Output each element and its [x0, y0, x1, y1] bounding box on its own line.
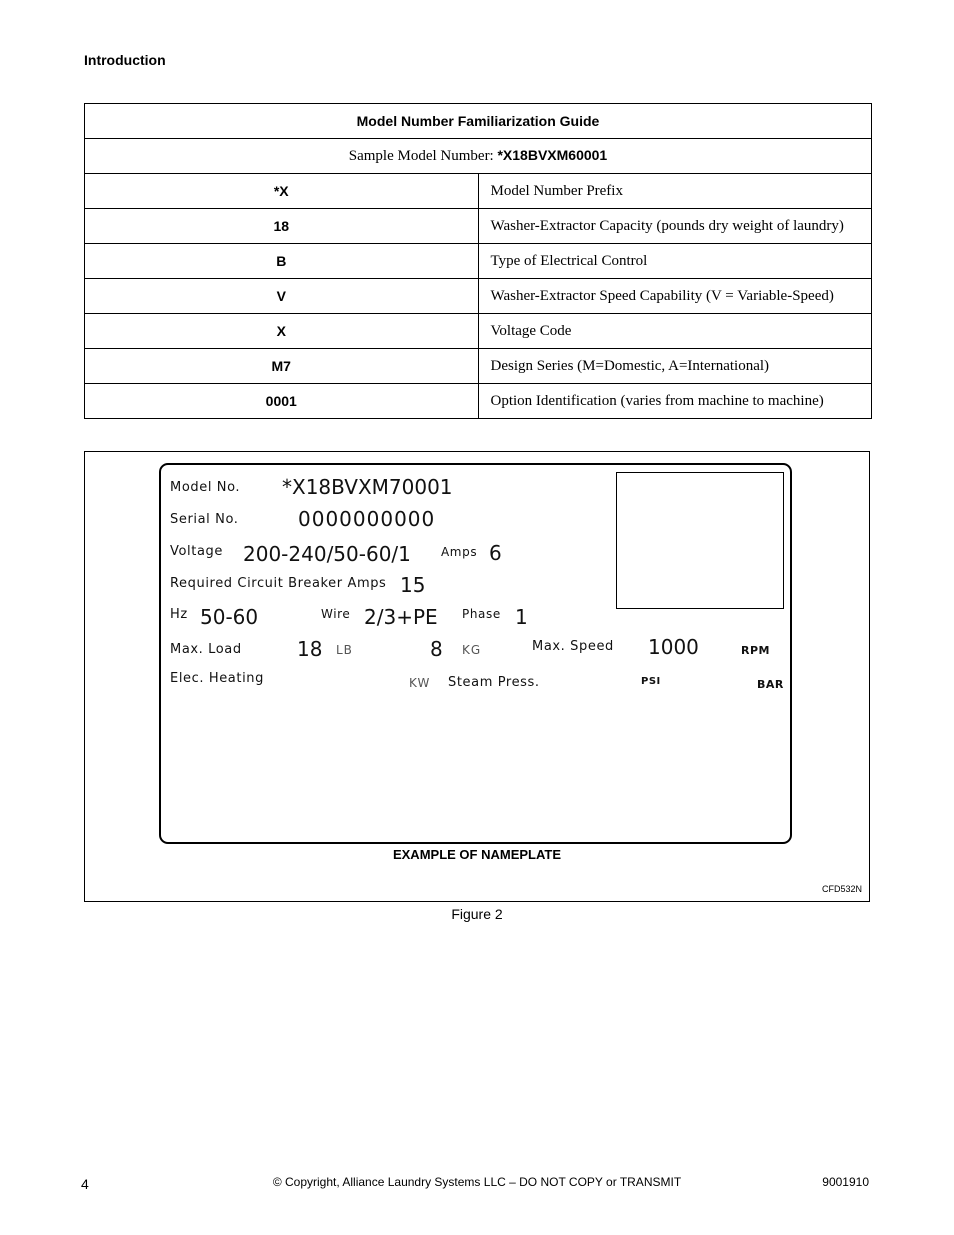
rpm-unit: RPM	[741, 644, 770, 657]
lb-unit: LB	[336, 643, 353, 657]
model-code-description: Type of Electrical Control	[478, 244, 872, 279]
table-row	[85, 209, 872, 244]
document-number: 9001910	[822, 1175, 869, 1189]
hz-label: Hz	[170, 607, 188, 622]
max-load-label: Max. Load	[170, 642, 242, 657]
model-code: M7	[85, 349, 479, 384]
sample-label: Sample Model Number:	[348, 148, 494, 164]
wire-label: Wire	[321, 607, 351, 621]
model-code-description: Option Identification (varies from machine to machine)	[478, 384, 872, 419]
section-heading: Introduction	[84, 52, 166, 68]
model-code-description: Voltage Code	[478, 314, 872, 349]
model-code: 0001	[85, 384, 479, 419]
phase-value: 1	[515, 605, 528, 629]
model-code-description: Washer-Extractor Speed Capability (V = Variable-Speed)	[478, 279, 872, 314]
sample-model-number	[85, 139, 872, 174]
model-number-table	[84, 103, 872, 419]
hz-value: 50-60	[200, 605, 259, 629]
table-row	[85, 279, 872, 314]
amps-value: 6	[489, 541, 502, 565]
model-code: 18	[85, 209, 479, 244]
copyright-notice: © Copyright, Alliance Laundry Systems LLC – DO NOT COPY or TRANSMIT	[272, 1175, 682, 1189]
model-code: X	[85, 314, 479, 349]
bar-unit: BAR	[757, 678, 784, 691]
voltage-label: Voltage	[170, 544, 223, 559]
elec-heating-label: Elec. Heating	[170, 671, 264, 686]
voltage-value: 200-240/50-60/1	[243, 542, 411, 566]
amps-label: Amps	[441, 545, 478, 559]
wire-value: 2/3+PE	[364, 605, 438, 629]
table-title: Model Number Familiarization Guide	[85, 104, 872, 139]
max-load-kg-value: 8	[430, 637, 443, 661]
figure-code: CFD532N	[821, 884, 862, 894]
table-row	[85, 349, 872, 384]
model-code-description: Design Series (M=Domestic, A=International)	[478, 349, 872, 384]
model-code: B	[85, 244, 479, 279]
model-code-description: Model Number Prefix	[478, 174, 872, 209]
model-code: *X	[85, 174, 479, 209]
nameplate-blank-box	[616, 472, 784, 609]
max-speed-value: 1000	[648, 635, 699, 659]
figure-caption: Figure 2	[451, 906, 503, 922]
serial-no-value: 0000000000	[298, 507, 436, 531]
phase-label: Phase	[462, 607, 501, 621]
max-speed-label: Max. Speed	[532, 639, 614, 654]
kg-unit: KG	[462, 643, 482, 657]
table-row	[85, 384, 872, 419]
kw-unit: KW	[409, 676, 431, 690]
max-load-lb-value: 18	[297, 637, 323, 661]
page-number: 4	[81, 1176, 89, 1192]
nameplate-caption: EXAMPLE OF NAMEPLATE	[392, 847, 562, 862]
steam-press-label: Steam Press.	[448, 675, 540, 690]
table-row	[85, 314, 872, 349]
psi-unit: PSI	[641, 676, 661, 687]
breaker-value: 15	[400, 573, 426, 597]
model-code: V	[85, 279, 479, 314]
breaker-label: Required Circuit Breaker Amps	[170, 576, 387, 591]
model-no-label: Model No.	[170, 480, 241, 495]
table-row	[85, 174, 872, 209]
model-no-value: *X18BVXM70001	[282, 475, 453, 499]
serial-no-label: Serial No.	[170, 512, 239, 527]
sample-value: *X18BVXM60001	[497, 147, 608, 163]
table-row	[85, 244, 872, 279]
model-code-description: Washer-Extractor Capacity (pounds dry weight of laundry)	[478, 209, 872, 244]
